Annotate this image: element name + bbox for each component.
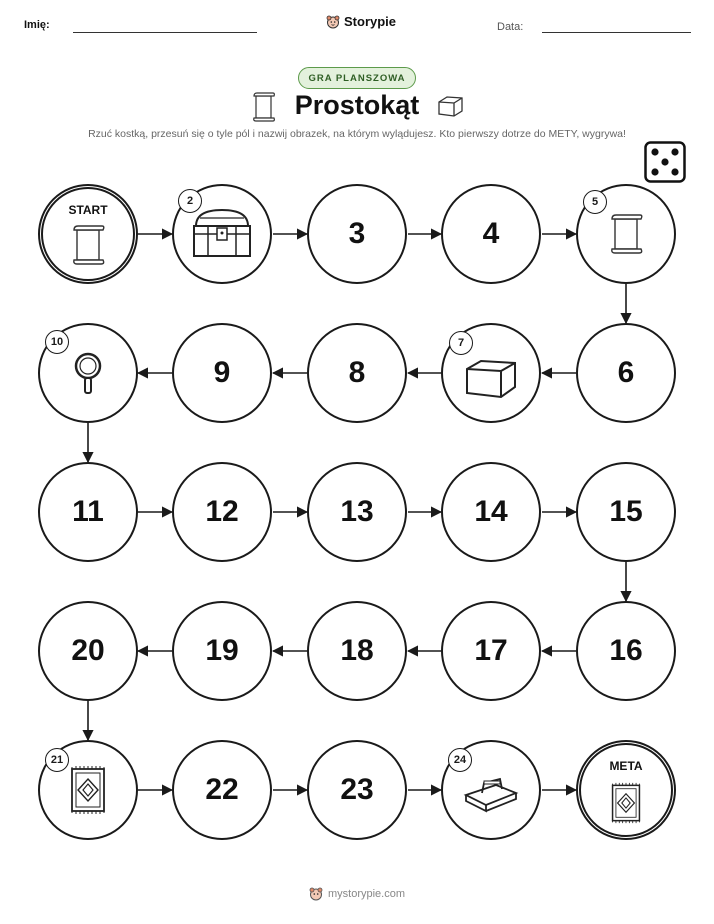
board-cell-6: [576, 323, 676, 423]
footer: [0, 887, 714, 901]
board-cell-11: [38, 462, 138, 562]
board-cell-15: [576, 462, 676, 562]
brand-name: Storypie: [344, 14, 397, 29]
cell-number: 18: [340, 634, 374, 667]
cell-number-badge: 2: [178, 189, 202, 213]
board-cell-17: [441, 601, 541, 701]
scroll-icon: [65, 222, 111, 268]
cell-number: 11: [72, 495, 104, 528]
cell-number: 3: [348, 217, 366, 250]
cell-number-badge: 5: [583, 190, 607, 214]
board-cell-20: [38, 601, 138, 701]
category-badge: GRA PLANSZOWA: [298, 67, 416, 89]
board-cell-18: [307, 601, 407, 701]
cube-icon: [461, 353, 521, 403]
cell-number: 23: [340, 773, 374, 806]
rug-icon: [68, 765, 108, 815]
cell-number: 16: [609, 634, 643, 667]
instructions: Rzuć kostką, przesuń się o tyle pól i nazwij obrazek, na którym wylądujesz. Kto pierwszy dotrze do METY, wygrywa!: [88, 128, 626, 140]
cell-number: 17: [474, 634, 508, 667]
scroll-icon: [603, 211, 649, 257]
board-cell-13: [307, 462, 407, 562]
cell-number-badge: 7: [449, 331, 473, 355]
board-cell-4: [441, 184, 541, 284]
board-cell-finish: [576, 740, 676, 840]
date-label: Data:: [497, 21, 524, 33]
board-cell-start: [38, 184, 138, 284]
name-label: Imię:: [24, 19, 50, 31]
finish-label: META: [609, 759, 643, 773]
board-cell-14: [441, 462, 541, 562]
cell-number: 8: [348, 356, 366, 389]
treasure-chest-icon: [186, 204, 258, 264]
storypie-mascot-icon: [309, 887, 323, 901]
cell-number: 4: [482, 217, 500, 250]
board-cell-23: [307, 740, 407, 840]
board-cell-12: [172, 462, 272, 562]
board-cell-9: [172, 323, 272, 423]
magnifying-glass-icon: [65, 350, 111, 396]
cell-number: 9: [213, 356, 231, 389]
cell-number: 19: [205, 634, 239, 667]
board-cell-19: [172, 601, 272, 701]
board-cell-3: [307, 184, 407, 284]
cell-number: 15: [609, 495, 643, 528]
rug-icon: [609, 782, 643, 824]
cell-number: 22: [205, 773, 239, 806]
board-cell-22: [172, 740, 272, 840]
cell-number: 20: [71, 634, 105, 667]
cell-number: 6: [617, 356, 635, 389]
cell-number: 14: [474, 495, 508, 528]
cell-number-badge: 10: [45, 330, 69, 354]
start-label: START: [68, 203, 108, 217]
cell-number: 13: [340, 495, 374, 528]
cell-number: 12: [205, 495, 239, 528]
page-title: Prostokąt: [294, 90, 420, 120]
cell-number-badge: 21: [45, 748, 69, 772]
board-cell-16: [576, 601, 676, 701]
board-cell-8: [307, 323, 407, 423]
cell-number-badge: 24: [448, 748, 472, 772]
footer-url[interactable]: mystorypie.com: [327, 888, 406, 900]
bench-icon: [462, 773, 520, 813]
